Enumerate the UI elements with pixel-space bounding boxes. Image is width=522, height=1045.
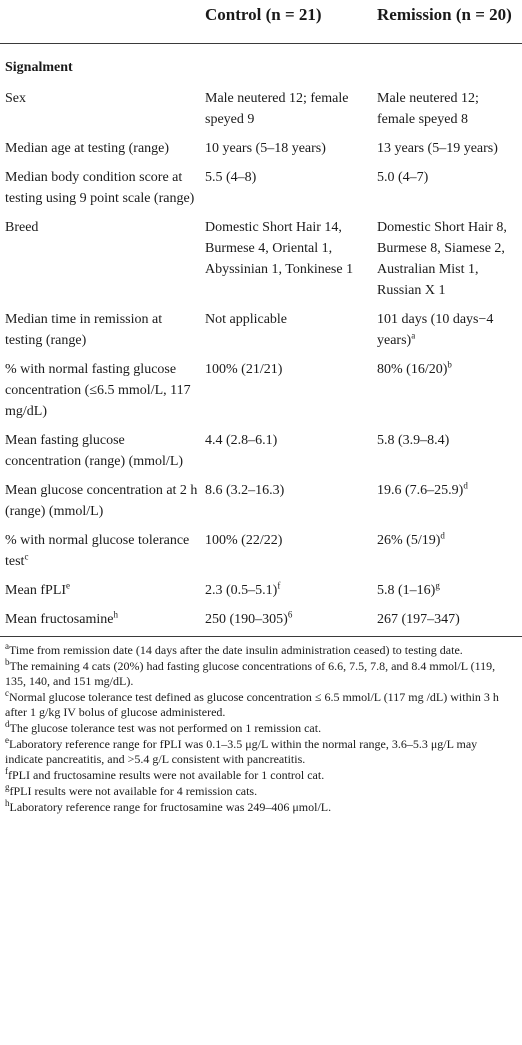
remission-value — [377, 84, 522, 134]
footnote-text: Laboratory reference range for fPLI was 0.1–3.5 μg/L within the normal range, 3.6–5.3 μg/L may indicate pancreatitis, and >5.4 g/L consistent with pancreatitis. — [5, 737, 478, 766]
row-label-text: Mean fasting glucose concentration (range) (mmol/L) — [5, 433, 184, 469]
footnote — [0, 737, 522, 767]
row-label — [0, 134, 205, 163]
header-control: Control (n = 21) — [205, 5, 322, 24]
remission-value-footnote-mark: g — [435, 580, 440, 591]
row-label-footnote-mark: e — [66, 580, 71, 591]
table-row — [0, 163, 522, 213]
row-label-text: % with normal fasting glucose concentration (≤6.5 mmol/L, 117 mg/dL) — [5, 362, 191, 419]
footnote-text: fPLI and fructosamine results were not available for 1 control cat. — [8, 768, 325, 782]
table-header-row — [0, 0, 522, 44]
remission-value-text: 80% (16/20) — [377, 362, 448, 377]
row-label-text: Sex — [5, 91, 26, 106]
header-remission: Remission (n = 20) — [377, 5, 512, 24]
footnote — [0, 643, 522, 658]
footnote — [0, 721, 522, 736]
table-row — [0, 605, 522, 637]
control-value — [205, 605, 377, 637]
section-title: Signalment — [5, 60, 73, 75]
control-value-text: 5.5 (4–8) — [205, 170, 257, 185]
control-value-text: 10 years (5–18 years) — [205, 141, 326, 156]
control-value — [205, 84, 377, 134]
row-label — [0, 163, 205, 213]
control-value — [205, 163, 377, 213]
row-label-footnote-mark: h — [113, 609, 118, 620]
row-label-text: Breed — [5, 220, 39, 235]
footnote-mark: b — [5, 657, 10, 667]
remission-value-footnote-mark: d — [440, 530, 445, 541]
remission-value-text: 267 (197–347) — [377, 612, 460, 627]
control-value-text: 4.4 (2.8–6.1) — [205, 433, 278, 448]
table-body — [0, 44, 522, 637]
row-label-text: Mean fPLI — [5, 583, 67, 598]
control-value-text: 100% (22/22) — [205, 533, 283, 548]
footnote-mark: f — [5, 766, 8, 776]
remission-value-text: 5.0 (4–7) — [377, 170, 429, 185]
control-value — [205, 134, 377, 163]
remission-value-text: 13 years (5–19 years) — [377, 141, 498, 156]
remission-value-footnote-mark: a — [411, 330, 416, 341]
table-row — [0, 426, 522, 476]
control-value-text: 100% (21/21) — [205, 362, 283, 377]
remission-value — [377, 576, 522, 605]
remission-value — [377, 476, 522, 526]
control-value-text: 8.6 (3.2–16.3) — [205, 483, 285, 498]
remission-value — [377, 305, 522, 355]
remission-value-footnote-mark: d — [463, 480, 468, 491]
footnote-mark: e — [5, 735, 9, 745]
table-row — [0, 526, 522, 576]
row-label — [0, 526, 205, 576]
footnote — [0, 768, 522, 783]
table-row — [0, 134, 522, 163]
footnote-text: Normal glucose tolerance test defined as glucose concentration ≤ 6.5 mmol/L (117 mg /dL) within 3 h after 1 g/kg IV bolus of glucose administered. — [5, 690, 499, 719]
remission-value — [377, 355, 522, 426]
footnote — [0, 690, 522, 720]
control-value — [205, 526, 377, 576]
control-value-text: 2.3 (0.5–5.1) — [205, 583, 278, 598]
remission-value-footnote-mark: b — [447, 359, 452, 370]
footnote-mark: c — [5, 688, 9, 698]
remission-value — [377, 526, 522, 576]
table-row — [0, 84, 522, 134]
control-value — [205, 426, 377, 476]
control-value — [205, 305, 377, 355]
row-label — [0, 576, 205, 605]
footnote-text: Time from remission date (14 days after the date insulin administration ceased) to testing date. — [9, 643, 463, 657]
control-value — [205, 576, 377, 605]
row-label-footnote-mark: c — [24, 551, 29, 562]
remission-value-text: Male neutered 12; female speyed 8 — [377, 91, 479, 127]
footnote — [0, 659, 522, 689]
row-label-text: Mean fructosamine — [5, 612, 114, 627]
footnote-text: Laboratory reference range for fructosamine was 249–406 μmol/L. — [9, 800, 332, 814]
footnote-mark: h — [5, 798, 10, 808]
table-row — [0, 355, 522, 426]
control-value-text: Domestic Short Hair 14, Burmese 4, Oriental 1, Abyssinian 1, Tonkinese 1 — [205, 220, 354, 277]
remission-value — [377, 605, 522, 637]
control-value-footnote-mark: 6 — [287, 609, 293, 620]
footnote-mark: d — [5, 719, 10, 729]
footnotes — [0, 637, 522, 815]
row-label — [0, 426, 205, 476]
control-value-footnote-mark: f — [277, 580, 281, 591]
footnote-text: The glucose tolerance test was not performed on 1 remission cat. — [9, 721, 322, 735]
footnote-mark: a — [5, 641, 9, 651]
remission-value-text: 5.8 (1–16) — [377, 583, 436, 598]
remission-value-text: 19.6 (7.6–25.9) — [377, 483, 464, 498]
remission-value — [377, 163, 522, 213]
row-label-text: % with normal glucose tolerance test — [5, 533, 190, 569]
section-row — [0, 44, 522, 85]
control-value — [205, 476, 377, 526]
row-label — [0, 84, 205, 134]
control-value-text: Not applicable — [205, 312, 288, 327]
remission-value — [377, 134, 522, 163]
control-value — [205, 213, 377, 305]
footnote-text: The remaining 4 cats (20%) had fasting glucose concentrations of 6.6, 7.5, 7.8, and 8.4 mmol/L (119, 135, 140, and 151 mg/dL). — [5, 659, 496, 688]
remission-value-text: 26% (5/19) — [377, 533, 441, 548]
row-label-text: Median body condition score at testing using 9 point scale (range) — [5, 170, 195, 206]
control-value — [205, 355, 377, 426]
header-label-column — [0, 0, 205, 44]
row-label-text: Median time in remission at testing (range) — [5, 312, 163, 348]
table-row — [0, 305, 522, 355]
row-label — [0, 305, 205, 355]
footnote — [0, 784, 522, 799]
control-value-text: Male neutered 12; female speyed 9 — [205, 91, 349, 127]
table-row — [0, 213, 522, 305]
table-row — [0, 576, 522, 605]
row-label — [0, 605, 205, 637]
remission-value — [377, 426, 522, 476]
row-label-text: Median age at testing (range) — [5, 141, 170, 156]
footnote — [0, 800, 522, 815]
row-label — [0, 213, 205, 305]
control-value-text: 250 (190–305) — [205, 612, 288, 627]
row-label-text: Mean glucose concentration at 2 h (range) (mmol/L) — [5, 483, 198, 519]
footnote-mark: g — [5, 782, 10, 792]
row-label — [0, 476, 205, 526]
remission-value-text: Domestic Short Hair 8, Burmese 8, Siamese 2, Australian Mist 1, Russian X 1 — [377, 220, 507, 298]
remission-value-text: 101 days (10 days−4 years) — [377, 312, 494, 348]
footnote-text: fPLI results were not available for 4 remission cats. — [9, 784, 258, 798]
row-label — [0, 355, 205, 426]
remission-value — [377, 213, 522, 305]
remission-value-text: 5.8 (3.9–8.4) — [377, 433, 450, 448]
table-row — [0, 476, 522, 526]
